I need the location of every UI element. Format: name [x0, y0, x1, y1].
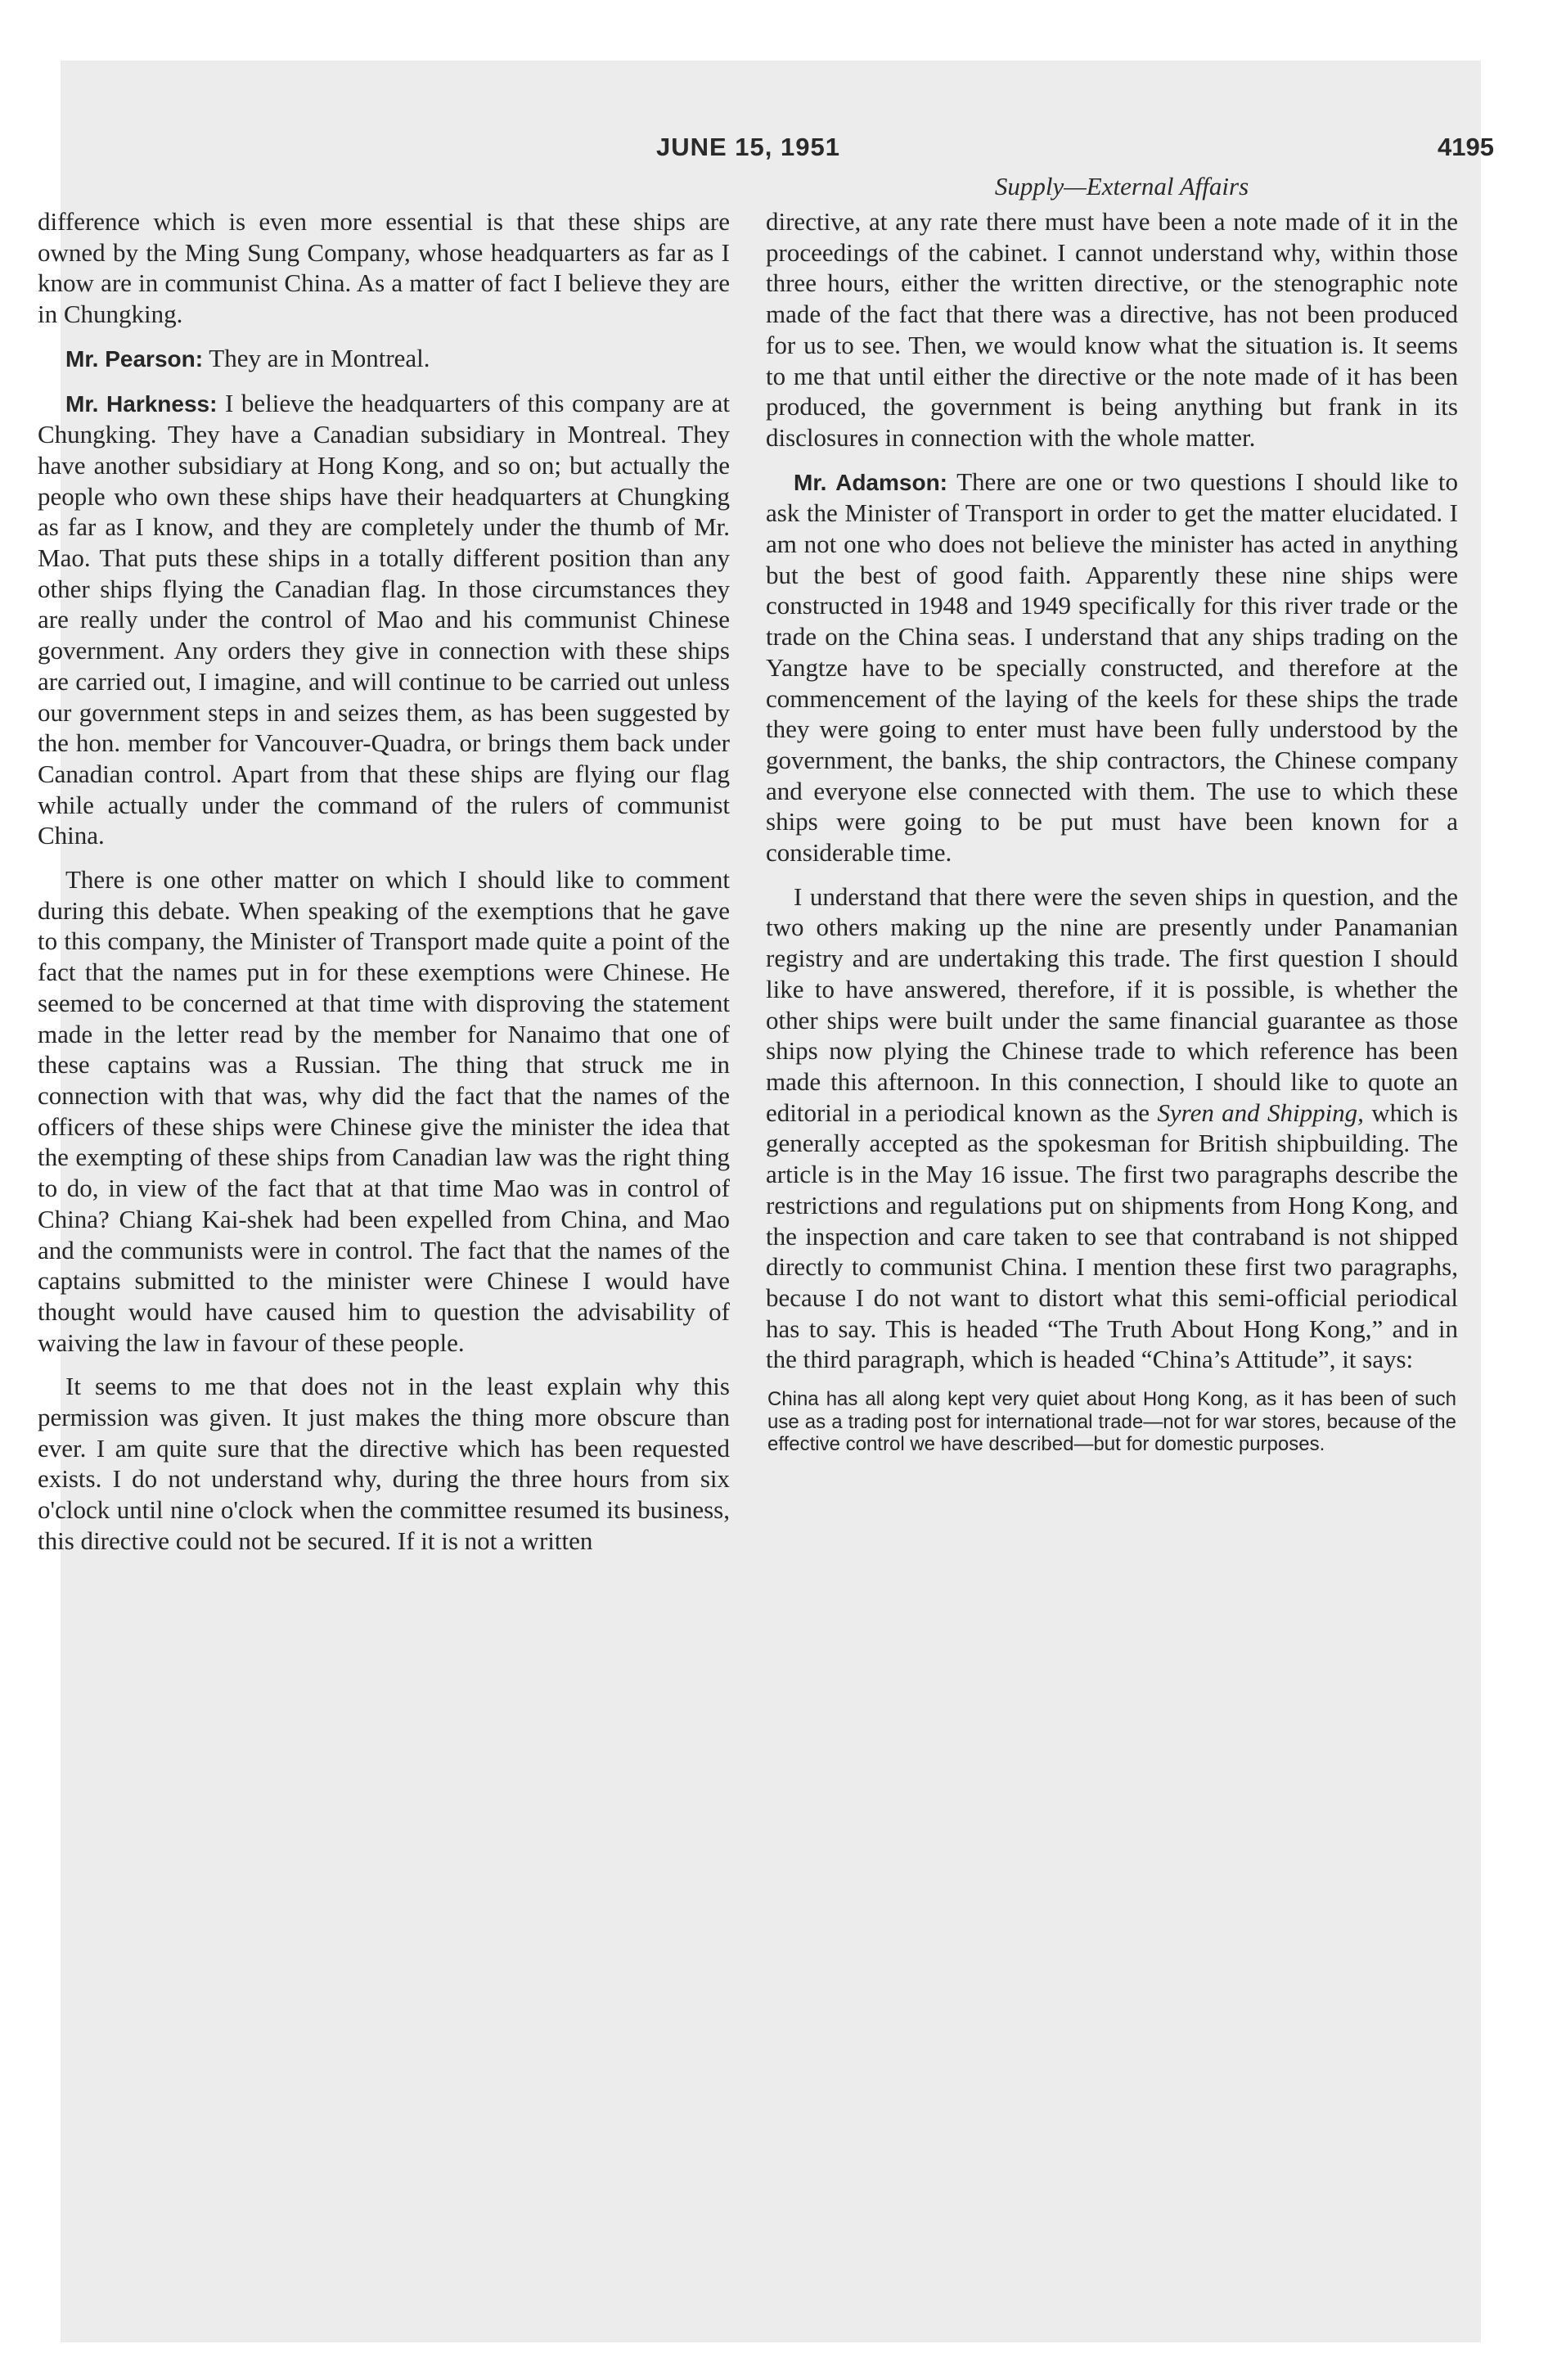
speech-text: I understand that there were the seven ships in question, and the two others making up the nine are presently under Panamanian registry and are undertaking this trade. The first question I should like to have answered, therefore, if it is possible, is whether the other ships were built under the same financial guarantee as those ships now plying the Chinese trade to which reference has been made this afternoon. In this connection, I should like to quote an editorial in a periodical known as the [766, 881, 1458, 1127]
right-column [766, 206, 1458, 1456]
paragraph [38, 343, 730, 375]
speech-text: which is generally accepted as the spokesman for British shipbuilding. The article is in the May 16 issue. The first two paragraphs describe the restrictions and regulations put on shipments from Hong Kong, and the inspection and care taken to see that contraband is not shipped directly to communist China. I mention these first two paragraphs, because I do not want to distort what this semi-official periodical has to say. This is headed “The Truth About Hong Kong,” and in the third paragraph, which is headed “China’s Attitude”, it says: [766, 1098, 1459, 1374]
paragraph [766, 881, 1458, 1375]
speaker-name: Mr. Harkness: [65, 390, 218, 417]
speech-text: There are one or two questions I should like to ask the Minister of Transport in order to get the matter elucidated. I am not one who does not believe the minister has acted in anything but the best of good faith. Apparently these nine ships were constructed in 1948 and 1949 specifically for this river trade or the trade on the China seas. I understand that any ships trading on the Yangtze have to be specially constructed, and therefore at the commencement of the laying of the keels for these ships the trade they were going to enter must have been fully understood by the government, the banks, the ship contractors, the Chinese company and everyone else connected with them. The use to which these ships were going to be put must have been known for a considerable time. [766, 467, 1459, 868]
section-title: Supply—External Affairs [994, 172, 1249, 201]
paragraph: directive, at any rate there must have been a note made of it in the proceedings of the cabinet. I cannot understand why, within those three hours, either the written directive, or the stenographic note made of the fact that there was a directive, has not been produced for us to see. Then, we would know what the situation is. It seems to me that until either the directive or the note made of it has been produced, the government is being anything but frank in its disclosures in connection with the whole matter. [766, 207, 1458, 452]
paragraph [38, 388, 730, 852]
periodical-title: Syren and Shipping, [1157, 1098, 1364, 1127]
speech-text: They are in Montreal. [203, 343, 430, 372]
block-quote: China has all along kept very quiet about Hong Kong, as it has been of such use as a trading post for international trade—not for war stores, because of the effective control we have described—but for domestic purposes. [767, 1388, 1456, 1456]
page-date: JUNE 15, 1951 [656, 133, 840, 161]
paragraph: difference which is even more essential is that these ships are owned by the Ming Sung Company, whose headquarters as far as I know are in communist China. As a matter of fact I believe they are in Chungking. [38, 207, 730, 329]
page-number: 4195 [1438, 133, 1494, 161]
speaker-name: Mr. Adamson: [794, 469, 948, 495]
speaker-name: Mr. Pearson: [65, 345, 204, 372]
left-column [38, 206, 730, 1570]
paragraph: It seems to me that does not in the least explain why this permission was given. It just makes the thing more obscure than ever. I am quite sure that the directive which has been requested exists. I do not understand why, during the three hours from six o'clock until nine o'clock when the committee resumed its business, this directive could not be secured. If it is not a written [38, 1372, 730, 1555]
paragraph: There is one other matter on which I should like to comment during this debate. When speaking of the exemptions that he gave to this company, the Minister of Transport made quite a point of the fact that the names put in for these exemptions were Chinese. He seemed to be concerned at that time with disproving the statement made in the letter read by the member for Nanaimo that one of these captains was a Russian. The thing that struck me in connection with that was, why did the fact that the names of the officers of these ships were Chinese give the minister the idea that the exempting of these ships from Canadian law was the right thing to do, in view of the fact that at that time Mao was in control of China? Chiang Kai-shek had been expelled from China, and Mao and the communists were in control. The fact that the names of the captains submitted to the minister were Chinese I would have thought would have caused him to question the advisability of waiving the law in favour of these people. [38, 865, 730, 1357]
speech-text: I believe the headquarters of this company are at Chungking. They have a Canadian subsidiary in Montreal. They have another subsidiary at Hong Kong, and so on; but actually the people who own these ships have their headquarters at Chungking as far as I know, and they are completely under the thumb of Mr. Mao. That puts these ships in a totally different position than any other ships flying the Canadian flag. In those circumstances they are really under the control of Mao and his communist Chinese government. Any orders they give in connection with these ships are carried out, I imagine, and will continue to be carried out unless our government steps in and seizes them, as has been suggested by the hon. member for Vancouver-Quadra, or brings them back under Canadian control. Apart from that these ships are flying our flag while actually under the command of the rulers of communist China. [38, 388, 730, 850]
paragraph [766, 467, 1458, 868]
